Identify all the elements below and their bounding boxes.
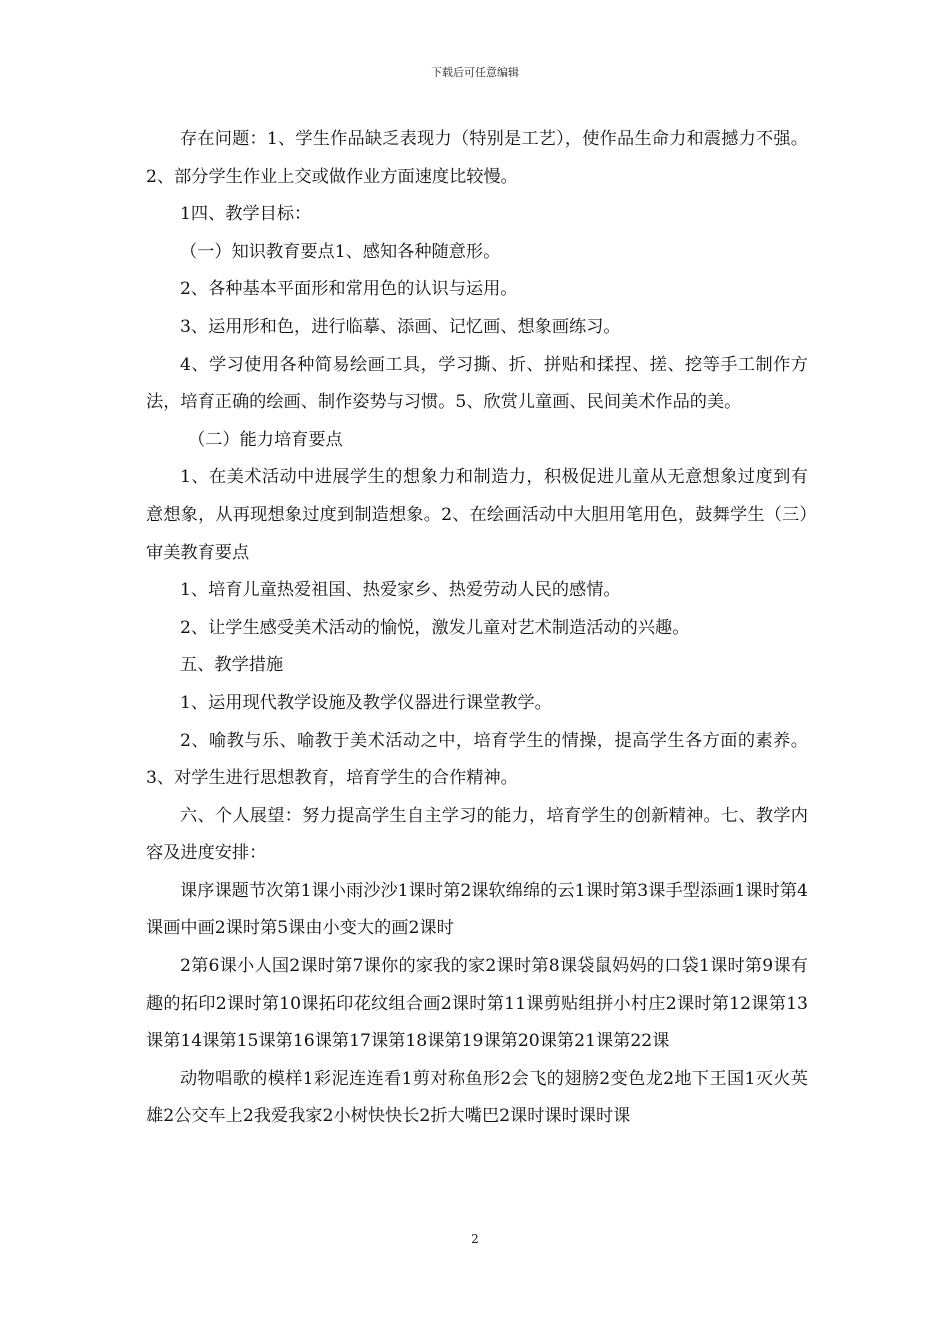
paragraph-knowledge-points: （一）知识教育要点1、感知各种随意形。 (180, 241, 501, 262)
paragraph-ability-1: 1、在美术活动中进展学生的想象力和制造力，积极促进儿童从无意想象过度到有意想象，从再现想象过度到制造想象。2、在绘画活动中大胆用笔用色，鼓舞学生（三）审美教育要点 (146, 467, 808, 563)
paragraph-problems: 存在问题：1、学生作品缺乏表现力（特别是工艺），使作品生命力和震撼力不强。2、部分学生作业上交或做作业方面速度比较慢。 (146, 129, 808, 187)
paragraph-measures-heading: 五、教学措施 (180, 655, 284, 676)
paragraph-schedule-3: 动物唱歌的模样1彩泥连连看1剪对称鱼形2会飞的翅膀2变色龙2地下王国1灭火英雄2公交车上2我爱我家2小树快快长2折大嘴巴2课时课时课时课 (146, 1068, 808, 1127)
page-header: 下载后可任意编辑 (431, 66, 519, 79)
paragraph-aesthetic-2: 2、让学生感受美术活动的愉悦，激发儿童对艺术制造活动的兴趣。 (180, 617, 690, 638)
paragraph-knowledge-2: 2、各种基本平面形和常用色的认识与运用。 (180, 279, 518, 300)
paragraph-outlook: 六、个人展望：努力提高学生自主学习的能力，培育学生的创新精神。七、教学内容及进度安排： (146, 805, 808, 864)
paragraph-ability-heading: （二）能力培育要点 (188, 429, 343, 450)
paragraph-goals-heading: 1四、教学目标： (180, 204, 312, 225)
paragraph-schedule-2: 2第6课小人国2课时第7课你的家我的家2课时第8课袋鼠妈妈的口袋1课时第9课有趣的拓印2课时第10课拓印花纹组合画2课时第11课剪贴组拼小村庄2课时第12课第13课第14课第15课第16课第17课第18课第19课第20课第21课第22课 (146, 956, 808, 1052)
paragraph-schedule-1: 课序课题节次第1课小雨沙沙1课时第2课软绵绵的云1课时第3课手型添画1课时第4课画中画2课时第5课由小变大的画2课时 (146, 880, 808, 939)
paragraph-knowledge-3: 3、运用形和色，进行临摹、添画、记忆画、想象画练习。 (180, 316, 621, 337)
paragraph-measures-1: 1、运用现代教学设施及教学仪器进行课堂教学。 (180, 692, 552, 713)
paragraph-knowledge-4: 4、学习使用各种简易绘画工具，学习撕、折、拼贴和揉捏、搓、挖等手工制作方法，培育正确的绘画、制作姿势与习惯。5、欣赏儿童画、民间美术作品的美。 (146, 354, 808, 413)
page-number: 2 (471, 1232, 479, 1246)
paragraph-measures-2: 2、喻教与乐、喻教于美术活动之中，培育学生的情操，提高学生各方面的素养。3、对学生进行思想教育，培育学生的合作精神。 (146, 730, 808, 789)
paragraph-aesthetic-1: 1、培育儿童热爱祖国、热爱家乡、热爱劳动人民的感情。 (180, 580, 621, 601)
document-body (146, 121, 808, 1136)
